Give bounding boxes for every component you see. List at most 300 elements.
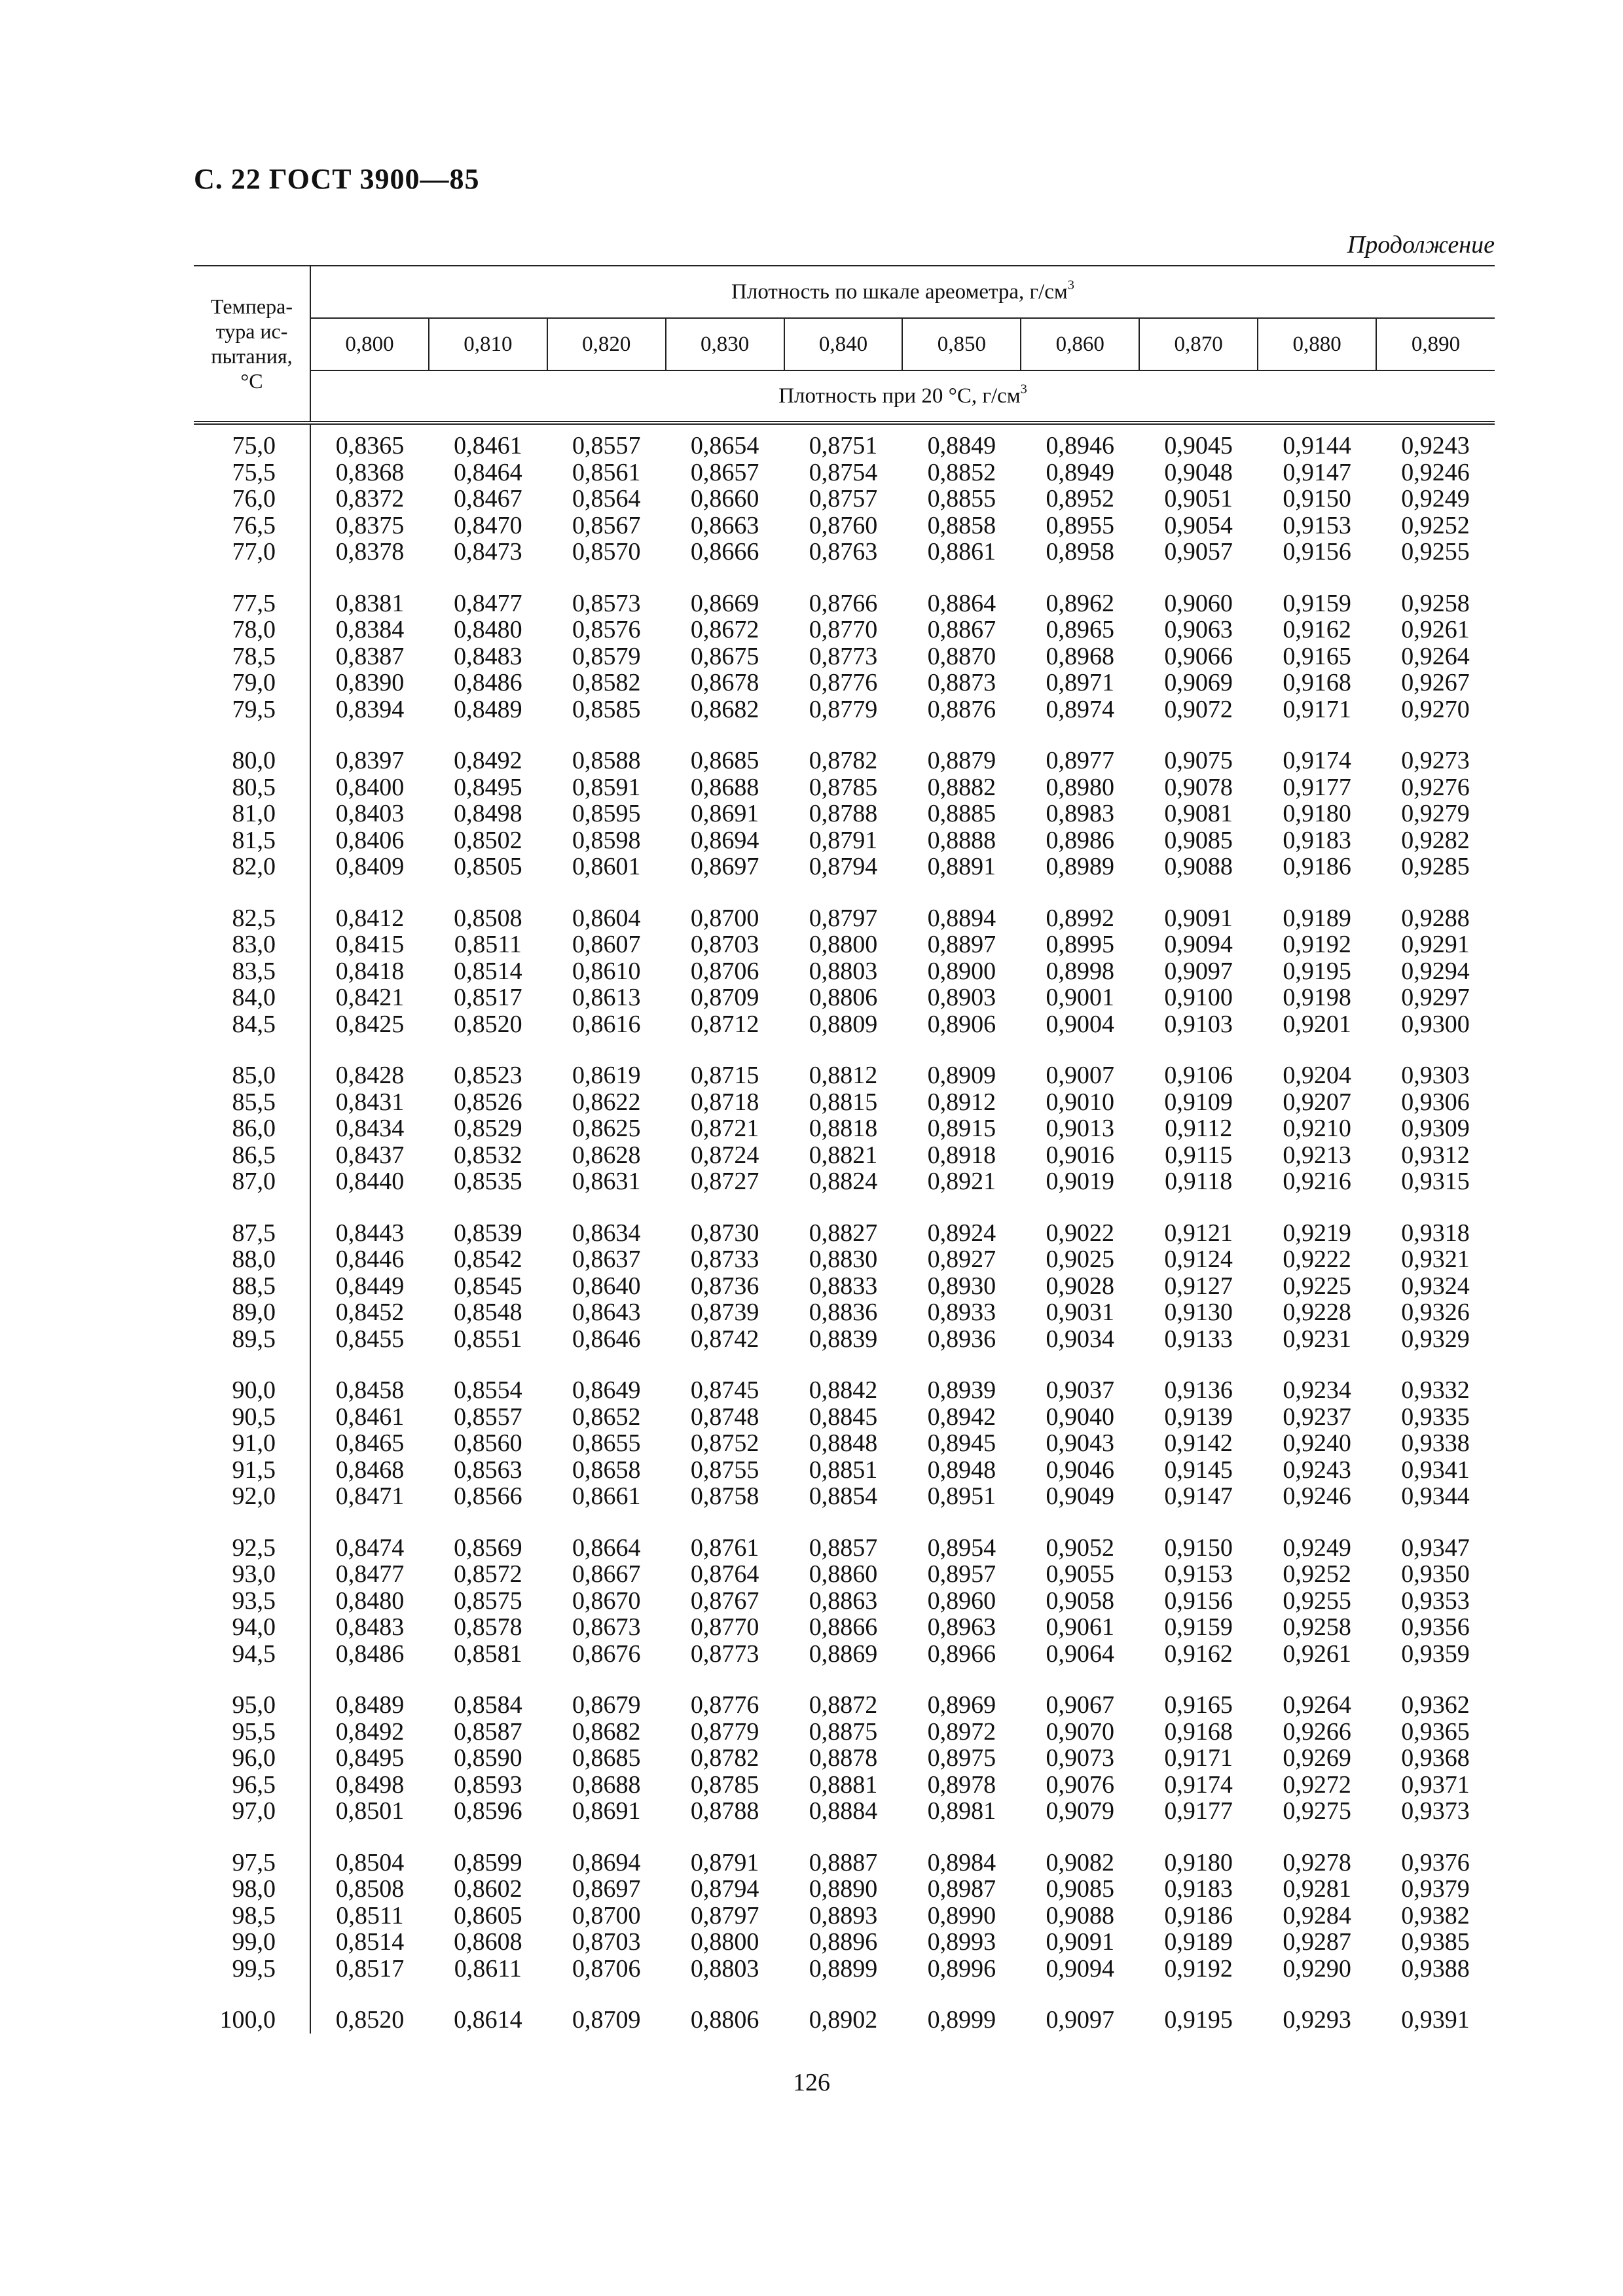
temperature-value: 100,0	[219, 2006, 276, 2034]
density-value: 0,9371	[1401, 1770, 1470, 1799]
temperature-value: 85,0	[232, 1062, 276, 1089]
density-value: 0,8557	[454, 1403, 522, 1431]
density-value: 0,9201	[1283, 1010, 1351, 1038]
density-value: 0,9252	[1401, 511, 1470, 539]
density-value: 0,8873	[927, 669, 996, 696]
density-value: 0,8584	[454, 1691, 522, 1719]
density-value: 0,9237	[1283, 1403, 1351, 1431]
density-value: 0,8703	[572, 1928, 641, 1956]
density-value: 0,9085	[1046, 1875, 1115, 1903]
density-value: 0,8672	[690, 616, 759, 643]
table-row-group	[194, 1062, 1495, 1220]
density-value: 0,8415	[335, 931, 405, 958]
density-cell	[784, 1062, 903, 1220]
density-cell	[1258, 1692, 1376, 1850]
density-value: 0,9284	[1283, 1901, 1351, 1929]
density-value: 0,8646	[572, 1325, 641, 1353]
density-value: 0,8812	[809, 1062, 878, 1089]
density-value: 0,9213	[1283, 1141, 1351, 1169]
density-value: 0,8709	[572, 2006, 641, 2034]
density-cell	[666, 423, 784, 590]
density-value: 0,8697	[690, 853, 759, 880]
density-value: 0,9261	[1401, 616, 1470, 643]
density-value: 0,9189	[1283, 904, 1351, 932]
density-value: 0,8992	[1046, 904, 1115, 932]
density-value: 0,9326	[1401, 1299, 1470, 1326]
density-value: 0,8975	[927, 1744, 996, 1772]
density-value: 0,9097	[1164, 957, 1233, 985]
density-value: 0,9060	[1164, 589, 1233, 617]
density-value: 0,8461	[454, 432, 522, 459]
density-value: 0,8818	[809, 1115, 878, 1142]
density-value: 0,8884	[809, 1797, 878, 1825]
density-value: 0,9043	[1046, 1429, 1115, 1457]
density-value: 0,9255	[1283, 1587, 1351, 1615]
density-value: 0,8678	[690, 669, 759, 696]
density-value: 0,8390	[335, 669, 405, 696]
density-value: 0,8694	[690, 826, 759, 854]
density-value: 0,8595	[572, 800, 641, 827]
density-value: 0,9115	[1165, 1141, 1233, 1169]
density-value: 0,8930	[927, 1272, 996, 1300]
density-value: 0,8974	[1046, 695, 1115, 723]
density-value: 0,9144	[1283, 432, 1351, 459]
density-cell	[666, 590, 784, 748]
density-cell	[1021, 1692, 1139, 1850]
density-value: 0,8501	[335, 1797, 405, 1825]
density-value: 0,8608	[454, 1928, 522, 1956]
density-value: 0,8968	[1046, 642, 1115, 670]
density-value: 0,9216	[1283, 1168, 1351, 1195]
density-value: 0,8658	[572, 1456, 641, 1484]
density-cell	[1258, 2007, 1376, 2034]
scale-column-header: 0,840	[784, 318, 903, 370]
density-value: 0,8529	[454, 1115, 522, 1142]
density-cell	[310, 1377, 429, 1535]
density-cell	[310, 1062, 429, 1220]
scale-column-header: 0,890	[1376, 318, 1495, 370]
density-value: 0,8899	[809, 1954, 878, 1982]
density-value: 0,9010	[1046, 1088, 1115, 1116]
temperature-value: 88,5	[232, 1272, 276, 1300]
density-value: 0,8933	[927, 1299, 996, 1326]
density-value: 0,8770	[690, 1613, 759, 1641]
density-value: 0,8458	[335, 1376, 405, 1404]
density-value: 0,8381	[335, 589, 405, 617]
density-value: 0,9189	[1164, 1928, 1233, 1956]
density-value: 0,8670	[572, 1587, 641, 1615]
density-value: 0,8806	[690, 2006, 759, 2034]
density-value: 0,9040	[1046, 1403, 1115, 1431]
density-value: 0,9246	[1401, 458, 1470, 486]
density-value: 0,9279	[1401, 800, 1470, 827]
density-cell	[666, 1535, 784, 1693]
temperature-value: 97,5	[232, 1848, 276, 1876]
density-value: 0,8827	[809, 1219, 878, 1247]
temperature-value: 87,0	[232, 1168, 276, 1195]
density-cell	[784, 747, 903, 905]
density-value: 0,9177	[1164, 1797, 1233, 1825]
density-value: 0,9022	[1046, 1219, 1115, 1247]
density-value: 0,8569	[454, 1534, 522, 1562]
density-value: 0,9066	[1164, 642, 1233, 670]
density-value: 0,9057	[1164, 538, 1233, 565]
density-cell	[902, 1535, 1021, 1693]
density-value: 0,8486	[454, 669, 522, 696]
density-value: 0,9391	[1401, 2006, 1470, 2034]
density-value: 0,9306	[1401, 1088, 1470, 1116]
density-value: 0,8563	[454, 1456, 522, 1484]
temperature-value: 84,0	[232, 984, 276, 1011]
density-value: 0,9174	[1164, 1770, 1233, 1799]
temperature-value: 95,0	[232, 1691, 276, 1719]
density-value: 0,8727	[690, 1168, 759, 1195]
density-value: 0,8700	[690, 904, 759, 932]
density-value: 0,9266	[1283, 1717, 1351, 1746]
density-value: 0,8567	[572, 511, 641, 539]
density-value: 0,9258	[1401, 589, 1470, 617]
table-row-group	[194, 1220, 1495, 1378]
density-value: 0,8585	[572, 695, 641, 723]
density-value: 0,8605	[454, 1901, 522, 1929]
density-cell	[547, 747, 666, 905]
temperature-cell	[194, 1850, 310, 2007]
density-value: 0,8800	[690, 1928, 759, 1956]
density-value: 0,8477	[454, 589, 522, 617]
temperature-cell	[194, 423, 310, 590]
temperature-cell	[194, 2007, 310, 2034]
density-cell	[547, 1220, 666, 1378]
density-value: 0,8996	[927, 1954, 996, 1982]
density-value: 0,8588	[572, 747, 641, 774]
density-value: 0,8757	[809, 485, 878, 512]
density-cell	[429, 1062, 547, 1220]
density-value: 0,8939	[927, 1376, 996, 1404]
density-value: 0,9082	[1046, 1848, 1115, 1876]
density-value: 0,9243	[1283, 1456, 1351, 1484]
density-value: 0,8739	[690, 1299, 759, 1326]
density-cell	[547, 590, 666, 748]
density-value: 0,9270	[1401, 695, 1470, 723]
density-cell	[1376, 1062, 1495, 1220]
density-value: 0,9231	[1283, 1325, 1351, 1353]
density-value: 0,8852	[927, 458, 996, 486]
density-cell	[310, 2007, 429, 2034]
density-value: 0,9124	[1164, 1246, 1233, 1273]
density-value: 0,9291	[1401, 931, 1470, 958]
density-value: 0,9368	[1401, 1744, 1470, 1772]
density-value: 0,8891	[927, 853, 996, 880]
density-value: 0,8511	[336, 1901, 404, 1929]
density-value: 0,9246	[1283, 1482, 1351, 1510]
density-value: 0,8557	[572, 432, 641, 459]
temperature-value: 76,5	[232, 511, 276, 539]
density-value: 0,8830	[809, 1246, 878, 1273]
density-value: 0,8449	[335, 1272, 405, 1300]
density-value: 0,9300	[1401, 1010, 1470, 1038]
density-value: 0,9335	[1401, 1403, 1470, 1431]
density-value: 0,8785	[690, 1770, 759, 1799]
density-value: 0,8520	[454, 1010, 522, 1038]
density-value: 0,9264	[1283, 1691, 1351, 1719]
density-cell	[1021, 1220, 1139, 1378]
density-value: 0,8421	[335, 984, 405, 1011]
density-value: 0,8576	[572, 616, 641, 643]
density-value: 0,9118	[1165, 1168, 1233, 1195]
density-value: 0,9243	[1401, 432, 1470, 459]
density-value: 0,9109	[1164, 1088, 1233, 1116]
density-value: 0,8776	[690, 1691, 759, 1719]
density-value: 0,9192	[1283, 931, 1351, 958]
density-value: 0,8896	[809, 1928, 878, 1956]
temperature-value: 98,5	[232, 1901, 276, 1929]
density-value: 0,9376	[1401, 1848, 1470, 1876]
density-cell	[1139, 747, 1258, 905]
density-value: 0,8664	[572, 1534, 641, 1562]
density-value: 0,9385	[1401, 1928, 1470, 1956]
density-value: 0,8599	[454, 1848, 522, 1876]
density-value: 0,9112	[1165, 1115, 1233, 1142]
density-value: 0,8654	[690, 432, 759, 459]
density-cell	[1139, 1535, 1258, 1693]
temperature-cell	[194, 747, 310, 905]
density-value: 0,8581	[454, 1640, 522, 1668]
page-number: 126	[793, 2069, 830, 2096]
temperature-value: 77,0	[232, 538, 276, 565]
density-value: 0,8897	[927, 931, 996, 958]
density-value: 0,8477	[335, 1560, 405, 1588]
density-value: 0,9016	[1046, 1141, 1115, 1169]
density-value: 0,8406	[335, 826, 405, 854]
density-cell	[547, 1377, 666, 1535]
density-value: 0,8890	[809, 1875, 878, 1903]
density-value: 0,8918	[927, 1141, 996, 1169]
temperature-value: 93,5	[232, 1587, 276, 1615]
density-value: 0,8815	[809, 1088, 878, 1116]
density-cell	[429, 905, 547, 1063]
density-value: 0,9136	[1164, 1376, 1233, 1404]
density-value: 0,8492	[335, 1717, 405, 1746]
temperature-header-text: Темпера- тура ис- пытания, °С	[211, 295, 293, 393]
temperature-cell	[194, 590, 310, 748]
density-value: 0,8554	[454, 1376, 522, 1404]
density-cell	[547, 1692, 666, 1850]
density-value: 0,8857	[809, 1534, 878, 1562]
density-value: 0,8736	[690, 1272, 759, 1300]
hydrometer-density-header-text: Плотность по шкале ареометра, г/см	[731, 279, 1068, 304]
density-value: 0,9034	[1046, 1325, 1115, 1353]
scale-column-header: 0,850	[902, 318, 1021, 370]
temperature-cell	[194, 1220, 310, 1378]
density-value: 0,8384	[335, 616, 405, 643]
density-value: 0,9195	[1164, 2006, 1233, 2034]
density-value: 0,9162	[1164, 1640, 1233, 1668]
density-cell	[1258, 423, 1376, 590]
density-value: 0,8969	[927, 1691, 996, 1719]
density-value: 0,9052	[1046, 1534, 1115, 1562]
density-value: 0,8952	[1046, 485, 1115, 512]
temperature-value: 94,0	[232, 1613, 276, 1641]
density-value: 0,9145	[1164, 1456, 1233, 1484]
density-value: 0,8957	[927, 1560, 996, 1588]
density-value: 0,8486	[335, 1640, 405, 1668]
density-value: 0,8700	[572, 1901, 641, 1929]
density-value: 0,8673	[572, 1613, 641, 1641]
density-value: 0,9315	[1401, 1168, 1470, 1195]
density-value: 0,9079	[1046, 1797, 1115, 1825]
density-cell	[429, 1850, 547, 2007]
density-value: 0,9282	[1401, 826, 1470, 854]
density-cell	[310, 1692, 429, 1850]
density-value: 0,8575	[454, 1587, 522, 1615]
temperature-value: 84,5	[232, 1010, 276, 1038]
density-value: 0,9365	[1401, 1717, 1470, 1746]
density-value: 0,8878	[809, 1744, 878, 1772]
density-value: 0,9278	[1283, 1848, 1351, 1876]
density-value: 0,8706	[572, 1954, 641, 1982]
density-value: 0,8675	[690, 642, 759, 670]
density-value: 0,8962	[1046, 589, 1115, 617]
density-value: 0,9168	[1164, 1717, 1233, 1746]
density-value: 0,9081	[1164, 800, 1233, 827]
density-cell	[1139, 1692, 1258, 1850]
density-value: 0,8894	[927, 904, 996, 932]
density-value: 0,8806	[809, 984, 878, 1011]
temperature-value: 89,0	[232, 1299, 276, 1326]
density-value: 0,8602	[454, 1875, 522, 1903]
density-value: 0,8593	[454, 1770, 522, 1799]
density-cell	[429, 423, 547, 590]
temperature-value: 92,0	[232, 1482, 276, 1510]
density-value: 0,8614	[454, 2006, 522, 2034]
density-value: 0,8867	[927, 616, 996, 643]
density-value: 0,8942	[927, 1403, 996, 1431]
density-value: 0,8776	[809, 669, 878, 696]
density-cell	[1021, 905, 1139, 1063]
temperature-value: 99,5	[232, 1954, 276, 1982]
density-value: 0,8833	[809, 1272, 878, 1300]
scale-column-header: 0,810	[429, 318, 547, 370]
density-value: 0,8986	[1046, 826, 1115, 854]
density-value: 0,8888	[927, 826, 996, 854]
density-value: 0,8688	[572, 1770, 641, 1799]
table-row-group	[194, 747, 1495, 905]
density-value: 0,9362	[1401, 1691, 1470, 1719]
density-value: 0,8489	[335, 1691, 405, 1719]
density-cell	[902, 1692, 1021, 1850]
density-value: 0,8794	[690, 1875, 759, 1903]
density-value: 0,8872	[809, 1691, 878, 1719]
temperature-value: 91,5	[232, 1456, 276, 1484]
density-cell	[429, 1535, 547, 1693]
density-value: 0,8703	[690, 931, 759, 958]
density-value: 0,8709	[690, 984, 759, 1011]
density-value: 0,8718	[690, 1088, 759, 1116]
density-value: 0,8523	[454, 1062, 522, 1089]
density-value: 0,8712	[690, 1010, 759, 1038]
density-value: 0,9100	[1164, 984, 1233, 1011]
density-value: 0,8948	[927, 1456, 996, 1484]
density-value: 0,8876	[927, 695, 996, 723]
density-value: 0,8596	[454, 1797, 522, 1825]
density-cell	[1139, 905, 1258, 1063]
density-value: 0,9088	[1164, 853, 1233, 880]
density-cell	[1021, 1062, 1139, 1220]
table-row-group	[194, 1377, 1495, 1535]
density-cell	[429, 1692, 547, 1850]
density-value: 0,9195	[1283, 957, 1351, 985]
density-value: 0,9091	[1164, 904, 1233, 932]
density-value: 0,8676	[572, 1640, 641, 1668]
density-value: 0,9312	[1401, 1141, 1470, 1169]
density-cell	[666, 1220, 784, 1378]
density-value: 0,8498	[335, 1770, 405, 1799]
density-value: 0,8685	[690, 747, 759, 774]
density-value: 0,9329	[1401, 1325, 1470, 1353]
temperature-value: 75,0	[232, 432, 276, 459]
density-cell	[310, 1850, 429, 2007]
density-value: 0,8464	[454, 458, 522, 486]
density-at-20c-header	[310, 370, 1495, 423]
density-cell	[666, 1850, 784, 2007]
density-value: 0,8634	[572, 1219, 641, 1247]
density-value: 0,9294	[1401, 957, 1470, 985]
density-value: 0,8517	[335, 1954, 405, 1982]
density-value: 0,9133	[1164, 1325, 1233, 1353]
density-value: 0,8773	[809, 642, 878, 670]
density-value: 0,8984	[927, 1848, 996, 1876]
density-value: 0,8855	[927, 485, 996, 512]
density-value: 0,8455	[335, 1325, 405, 1353]
density-value: 0,8955	[1046, 511, 1115, 539]
density-cell	[547, 1850, 666, 2007]
density-value: 0,8582	[572, 669, 641, 696]
density-value: 0,8365	[335, 432, 405, 459]
density-value: 0,8628	[572, 1141, 641, 1169]
density-value: 0,8902	[809, 2006, 878, 2034]
temperature-column-header	[194, 266, 310, 423]
density-value: 0,9240	[1283, 1429, 1351, 1457]
density-cell	[666, 2007, 784, 2034]
density-value: 0,8443	[335, 1219, 405, 1247]
density-cell	[666, 905, 784, 1063]
table-row-group	[194, 1535, 1495, 1693]
temperature-cell	[194, 905, 310, 1063]
density-value: 0,9204	[1283, 1062, 1351, 1089]
density-value: 0,8545	[454, 1272, 522, 1300]
density-cell	[666, 1692, 784, 1850]
density-cell	[547, 1535, 666, 1693]
density-value: 0,8977	[1046, 747, 1115, 774]
density-value: 0,9174	[1283, 747, 1351, 774]
density-cell	[666, 747, 784, 905]
temperature-value: 83,5	[232, 957, 276, 985]
density-value: 0,8915	[927, 1115, 996, 1142]
density-value: 0,9290	[1283, 1954, 1351, 1982]
density-cell	[1376, 1377, 1495, 1535]
density-value: 0,8573	[572, 589, 641, 617]
density-value: 0,8587	[454, 1717, 522, 1746]
density-cell	[310, 590, 429, 748]
density-cell	[1376, 747, 1495, 905]
density-value: 0,9147	[1283, 458, 1351, 486]
density-value: 0,8999	[927, 2006, 996, 2034]
density-value: 0,8471	[335, 1482, 405, 1510]
temperature-cell	[194, 1535, 310, 1693]
density-cell	[902, 747, 1021, 905]
density-value: 0,8924	[927, 1219, 996, 1247]
density-value: 0,8758	[690, 1482, 759, 1510]
